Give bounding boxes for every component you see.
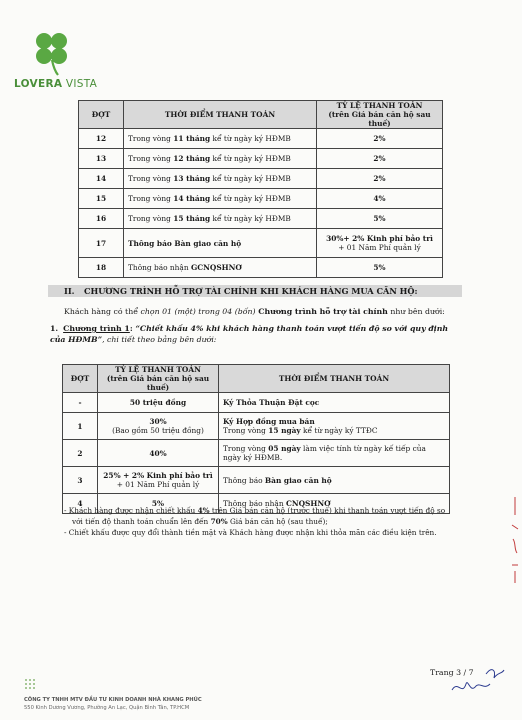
table-row: 18 Thông báo nhận GCNQSHNƠ 5% <box>79 258 443 278</box>
table-row: 15 Trong vòng 14 tháng kể từ ngày ký HĐMB 4% <box>79 189 443 209</box>
header-dot: ĐỢT <box>79 101 124 129</box>
signature-icon <box>448 660 508 700</box>
header-dot: ĐỢT <box>63 365 98 393</box>
page-number: Trang 3 / 7 <box>430 668 474 677</box>
table-row: 17 Thông báo Bàn giao căn hộ 30%+ 2% Kinh phí bảo trì + 01 Năm Phí quản lý <box>79 229 443 258</box>
footer: CÔNG TY TNHH MTV ĐẦU TƯ KINH DOANH NHÀ KHANG PHÚC 550 Kinh Dương Vương, Phường An Lạc, Quận Bình Tân, TP.HCM <box>24 697 202 711</box>
table-row: 1 30% (Bao gồm 50 triệu đồng) Ký Hợp đồng mua bán Trong vòng 15 ngày kể từ ngày ký TTĐC <box>63 413 450 440</box>
intro-paragraph: Khách hàng có thể chọn 01 (một) trong 04 (bốn) Chương trình hỗ trợ tài chính như bên dưới: <box>64 307 445 316</box>
table-row: 14 Trong vòng 13 tháng kể từ ngày ký HĐMB 2% <box>79 169 443 189</box>
header-rate: TỶ LỆ THANH TOÁN (trên Giá bán căn hộ sau thuế) <box>98 365 219 393</box>
list-item: - Khách hàng được nhận chiết khấu 4% trên Giá bán căn hộ (trước thuế) khi thanh toán vượt tiến độ so với tiến độ thanh toán chuẩn lên đến 70% Giá bán căn hộ (sau thuế); <box>64 506 446 526</box>
red-stamp-mark-icon <box>510 495 520 585</box>
table-row: 12 Trong vòng 11 tháng kể từ ngày ký HĐMB 2% <box>79 129 443 149</box>
header-time: THỜI ĐIỂM THANH TOÁN <box>219 365 450 393</box>
section-heading: II. CHƯƠNG TRÌNH HỖ TRỢ TÀI CHÍNH KHI KHÁCH HÀNG MUA CĂN HỘ: <box>48 285 462 297</box>
list-item: - Chiết khấu được quy đổi thành tiền mặt và Khách hàng được nhận khi thỏa mãn các điều kiện trên. <box>64 528 437 537</box>
company-logo <box>14 30 104 90</box>
table-row: 3 25% + 2% Kinh phí bảo trì + 01 Năm Phí quản lý Thông báo Bàn giao căn hộ <box>63 467 450 494</box>
table-row: 13 Trong vòng 12 tháng kể từ ngày ký HĐMB 2% <box>79 149 443 169</box>
table-row: 16 Trong vòng 15 tháng kể từ ngày ký HĐMB 5% <box>79 209 443 229</box>
header-time: THỜI ĐIỂM THANH TOÁN <box>124 101 317 129</box>
conditions-list <box>64 505 454 538</box>
footer-dots-icon <box>24 678 38 692</box>
header-rate: TỶ LỆ THANH TOÁN (trên Giá bán căn hộ sau thuế) <box>317 101 443 129</box>
payment-schedule-table-continued <box>78 100 443 278</box>
clover-logo-icon <box>32 30 72 76</box>
program-1-heading: 1. Chương trình 1: “Chiết khấu 4% khi khách hàng thanh toán vượt tiến độ so với quy định của HĐMB”, chi tiết theo bảng bên dưới: <box>50 324 449 344</box>
table-row: 2 40% Trong vòng 05 ngày làm việc tính từ ngày kế tiếp của ngày ký HĐMB. <box>63 440 450 467</box>
program-1-payment-table <box>62 364 450 514</box>
table-row: 4 5% Thông báo nhận CNQSHNƠ <box>63 494 450 514</box>
table-row: - 50 triệu đồng Ký Thỏa Thuận Đặt cọc <box>63 393 450 413</box>
brand-name: LOVERA VISTA <box>14 78 98 90</box>
